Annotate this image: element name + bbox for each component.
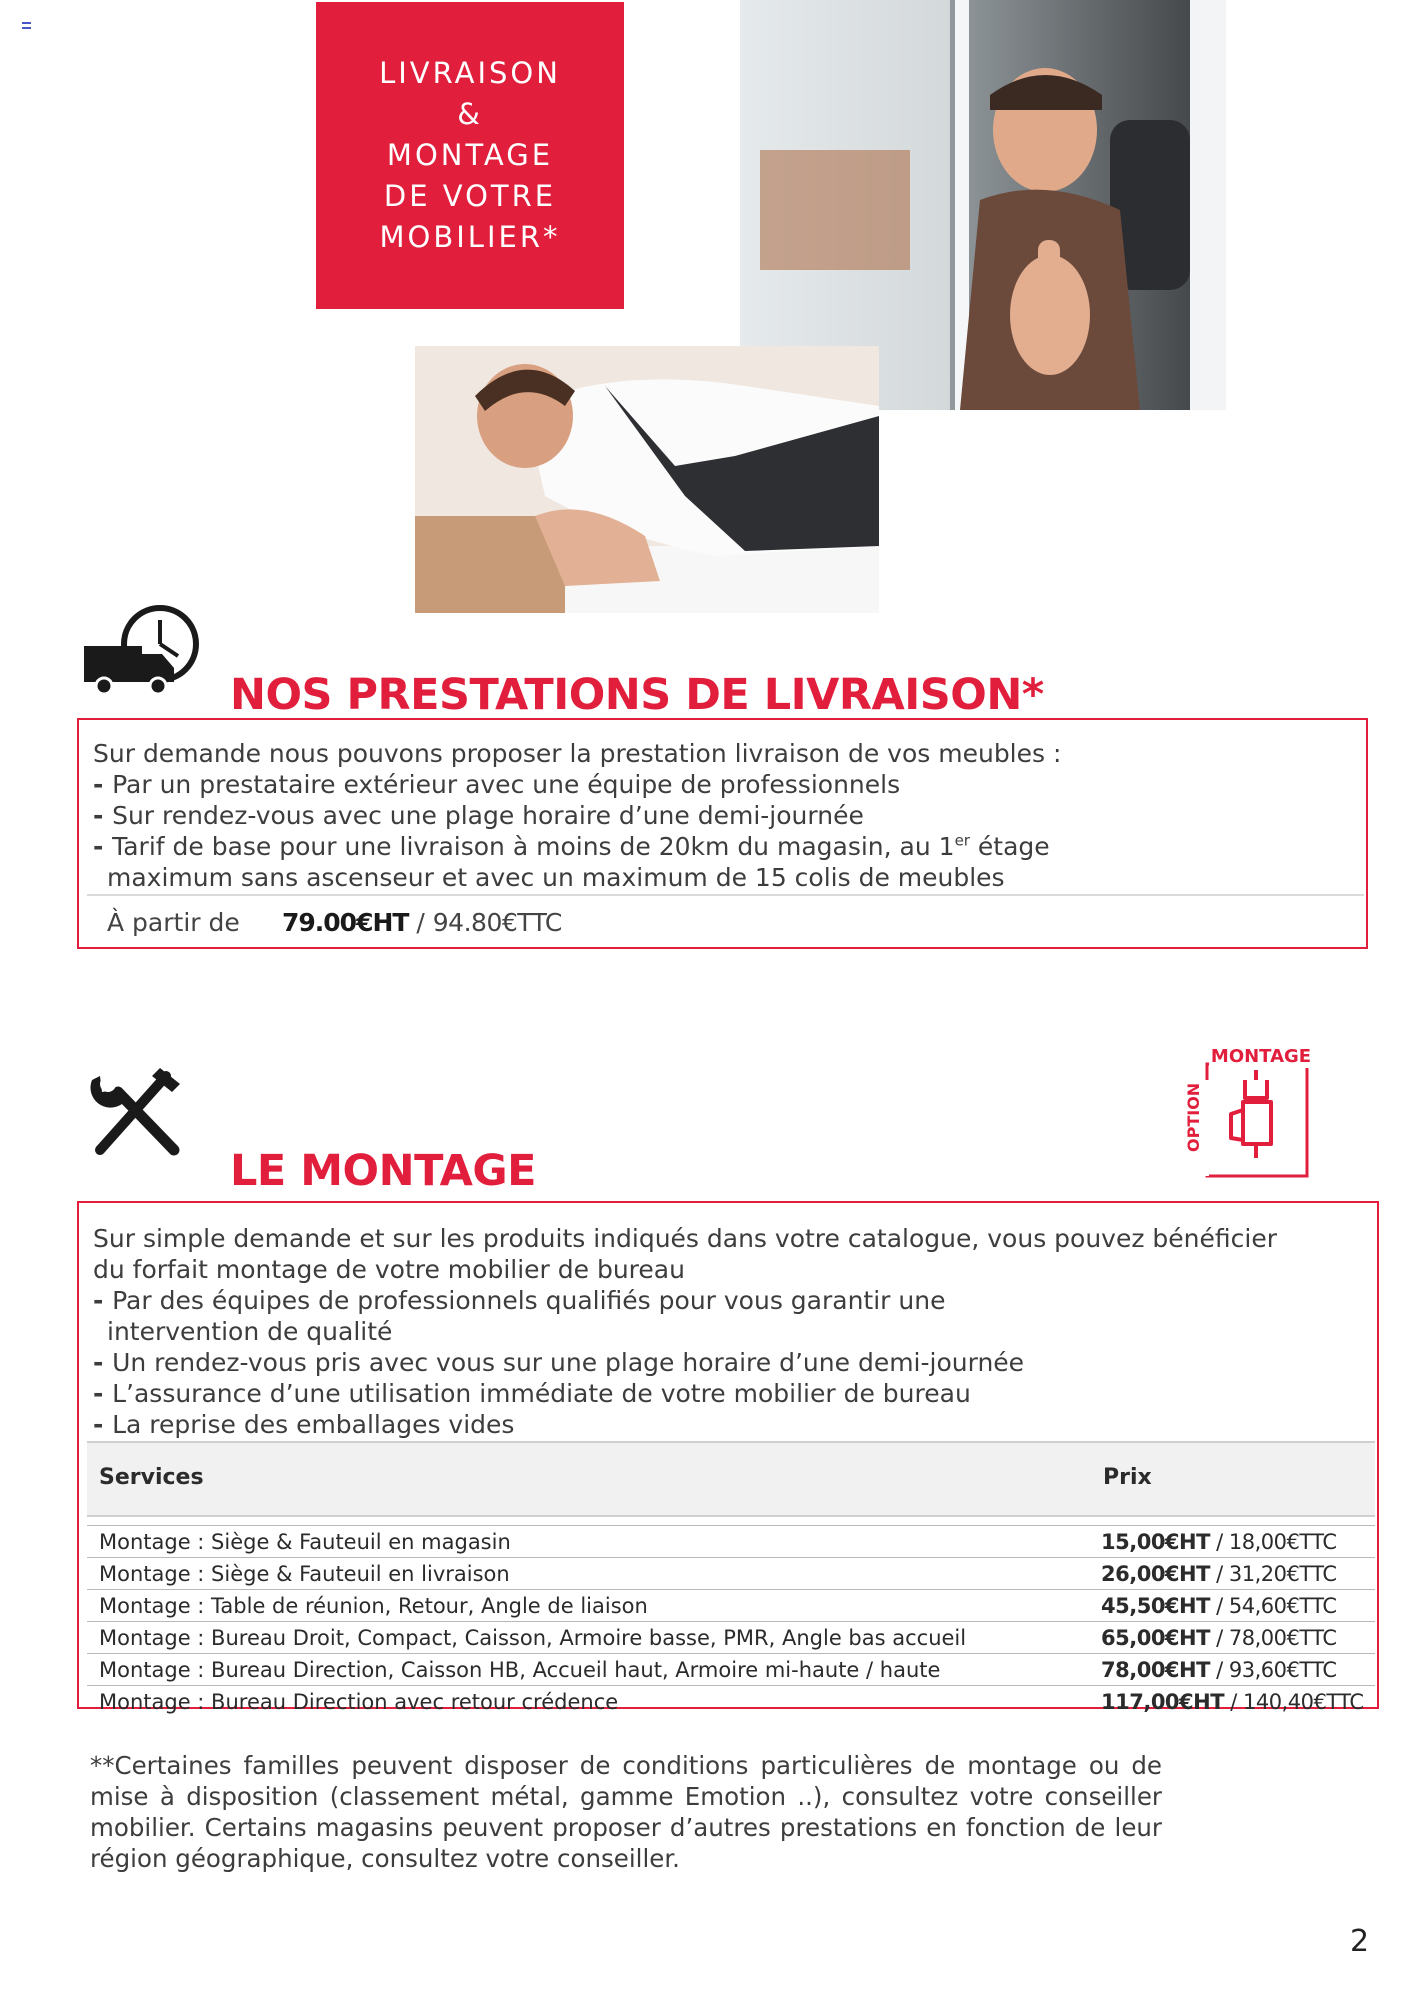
row-price-ttc: / 54,60€TTC bbox=[1209, 1594, 1337, 1618]
corner-marker bbox=[22, 22, 31, 29]
hero-line-2: & bbox=[457, 97, 483, 131]
livraison-bullet-3-tail: étage bbox=[969, 832, 1050, 861]
livraison-divider bbox=[87, 894, 1364, 896]
row-price bbox=[1101, 1530, 1337, 1554]
table-row bbox=[87, 1622, 1375, 1654]
row-price bbox=[1101, 1690, 1364, 1714]
row-price bbox=[1101, 1658, 1337, 1682]
option-badge-side-label: OPTION bbox=[1184, 1082, 1203, 1152]
livraison-bullet-3-text: Tarif de base pour une livraison à moins de 20km du magasin, au 1 bbox=[112, 832, 955, 861]
table-row bbox=[87, 1590, 1375, 1622]
assembler-photo bbox=[415, 346, 879, 613]
header-price: Prix bbox=[1103, 1465, 1152, 1490]
price-separator: / bbox=[408, 908, 433, 937]
table-row bbox=[87, 1526, 1375, 1558]
price-ht: 79.00€HT bbox=[282, 908, 409, 937]
truck-clock-icon bbox=[82, 604, 204, 698]
footnote: **Certaines familles peuvent disposer de conditions particulières de montage ou de mise à disposition (classement métal, gamme Emotion ..), consultez votre conseiller mobilier. Certains magasins peuvent proposer d’autres prestations en fonction de leur région géographique, consultez votre conseiller. bbox=[90, 1751, 1162, 1873]
row-price-ttc: / 18,00€TTC bbox=[1209, 1530, 1337, 1554]
table-header bbox=[87, 1441, 1375, 1517]
row-service: Montage : Table de réunion, Retour, Angle de liaison bbox=[99, 1594, 648, 1618]
row-price-ht: 78,00€HT bbox=[1101, 1658, 1210, 1682]
montage-intro-1: Sur simple demande et sur les produits indiqués dans votre catalogue, vous pouvez bénéficier bbox=[93, 1224, 1277, 1253]
table-row bbox=[87, 1654, 1375, 1686]
row-service: Montage : Bureau Direction avec retour crédence bbox=[99, 1690, 619, 1714]
row-service: Montage : Bureau Direction, Caisson HB, Accueil haut, Armoire mi-haute / haute bbox=[99, 1658, 941, 1682]
row-price bbox=[1101, 1626, 1337, 1650]
row-price bbox=[1101, 1562, 1337, 1586]
livraison-price-row bbox=[107, 908, 562, 937]
montage-description bbox=[93, 1223, 1277, 1440]
table-row bbox=[87, 1558, 1375, 1590]
montage-intro-2: du forfait montage de votre mobilier de bureau bbox=[93, 1255, 685, 1284]
montage-box bbox=[77, 1201, 1379, 1714]
livraison-bullet-2: - Sur rendez-vous avec une plage horaire d’une demi-journée bbox=[93, 800, 1061, 831]
montage-option-badge bbox=[1175, 1040, 1315, 1182]
livraison-section-title: NOS PRESTATIONS DE LIVRAISON* bbox=[230, 670, 1044, 720]
page-number: 2 bbox=[1350, 1924, 1370, 1959]
price-from-label: À partir de bbox=[107, 908, 240, 937]
row-service: Montage : Siège & Fauteuil en livraison bbox=[99, 1562, 510, 1586]
montage-section-title: LE MONTAGE bbox=[230, 1146, 537, 1196]
livraison-bullet-3 bbox=[93, 831, 1061, 862]
row-price-ht: 65,00€HT bbox=[1101, 1626, 1210, 1650]
hero-title-box bbox=[316, 2, 624, 309]
wrench-screwdriver-icon bbox=[88, 1062, 188, 1162]
montage-bullet-3: - L’assurance d’une utilisation immédiate de votre mobilier de bureau bbox=[93, 1378, 1277, 1409]
price-ttc: 94.80€TTC bbox=[432, 908, 562, 937]
row-service: Montage : Siège & Fauteuil en magasin bbox=[99, 1530, 511, 1554]
row-service: Montage : Bureau Droit, Compact, Caisson, Armoire basse, PMR, Angle bas accueil bbox=[99, 1626, 967, 1650]
row-price-ht: 45,50€HT bbox=[1101, 1594, 1210, 1618]
livraison-intro: Sur demande nous pouvons proposer la prestation livraison de vos meubles : bbox=[93, 739, 1062, 768]
row-price-ttc: / 140,40€TTC bbox=[1224, 1690, 1364, 1714]
floor-superscript: er bbox=[954, 831, 970, 850]
montage-bullet-1: - Par des équipes de professionnels qualifiés pour vous garantir une bbox=[93, 1285, 1277, 1316]
montage-bullet-1-continued: intervention de qualité bbox=[107, 1317, 393, 1346]
livraison-bullet-3-continued: maximum sans ascenseur et avec un maximum de 15 colis de meubles bbox=[107, 863, 1005, 892]
row-price-ht: 26,00€HT bbox=[1101, 1562, 1210, 1586]
hero-line-3: MONTAGE bbox=[386, 138, 554, 172]
row-price-ttc: / 31,20€TTC bbox=[1209, 1562, 1337, 1586]
option-badge-top-label: MONTAGE bbox=[1210, 1046, 1312, 1067]
hero-line-4: DE VOTRE bbox=[383, 179, 557, 213]
row-price-ttc: / 93,60€TTC bbox=[1209, 1658, 1337, 1682]
row-price-ht: 117,00€HT bbox=[1101, 1690, 1225, 1714]
livraison-bullet-1: - Par un prestataire extérieur avec une équipe de professionnels bbox=[93, 769, 1061, 800]
header-services: Services bbox=[99, 1465, 204, 1490]
livraison-description bbox=[93, 738, 1061, 893]
montage-price-table bbox=[87, 1441, 1375, 1717]
hero-line-5: MOBILIER* bbox=[379, 220, 561, 254]
montage-bullet-2: - Un rendez-vous pris avec vous sur une plage horaire d’une demi-journée bbox=[93, 1347, 1277, 1378]
montage-bullet-4: - La reprise des emballages vides bbox=[93, 1409, 1277, 1440]
row-price-ttc: / 78,00€TTC bbox=[1209, 1626, 1337, 1650]
row-price bbox=[1101, 1594, 1337, 1618]
livraison-box bbox=[77, 718, 1368, 949]
hero-line-1: LIVRAISON bbox=[379, 56, 561, 90]
table-row bbox=[87, 1686, 1375, 1717]
row-price-ht: 15,00€HT bbox=[1101, 1530, 1210, 1554]
